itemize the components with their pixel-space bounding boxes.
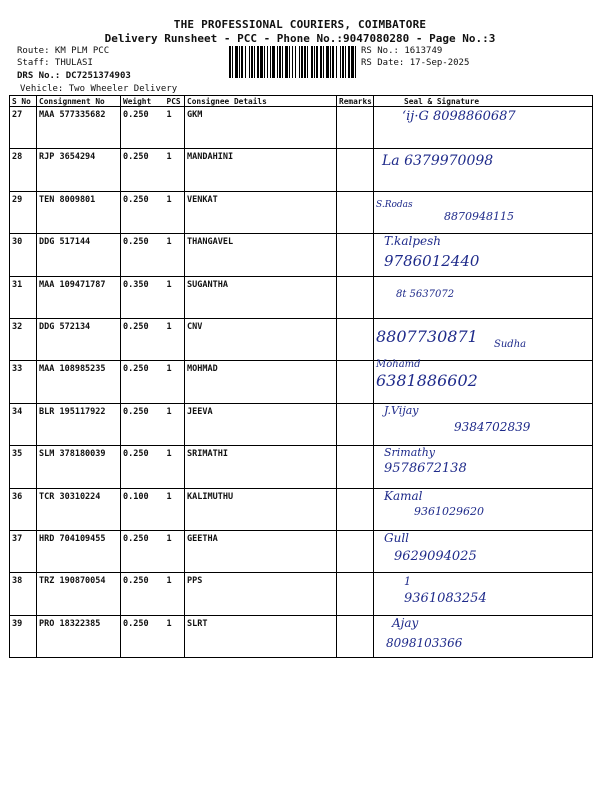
cell-weight: 0.250	[121, 191, 165, 233]
barcode-bar	[345, 46, 346, 78]
cell-consignment: TRZ 190870054	[37, 573, 121, 615]
cell-consignment: DDG 517144	[37, 234, 121, 276]
handwritten-signature: Ajay	[392, 615, 419, 630]
cell-sno: 29	[10, 191, 37, 233]
cell-consignment: MAA 109471787	[37, 276, 121, 318]
col-consignment: Consignment No	[37, 96, 121, 107]
cell-signature	[374, 318, 593, 360]
cell-consignee: SUGANTHA	[185, 276, 337, 318]
staff-label: Staff: THULASI	[17, 58, 93, 68]
cell-signature	[374, 573, 593, 615]
table-header-row	[10, 96, 593, 107]
cell-sno: 37	[10, 530, 37, 572]
company-title: THE PROFESSIONAL COURIERS, COIMBATORE	[173, 18, 427, 31]
barcode-bar	[314, 46, 315, 78]
cell-consignee: CNV	[185, 318, 337, 360]
table-row	[10, 149, 593, 191]
rs-date: RS Date: 17-Sep-2025	[361, 58, 470, 68]
cell-weight: 0.350	[121, 276, 165, 318]
cell-pcs: 1	[165, 361, 185, 403]
table-row	[10, 403, 593, 445]
cell-pcs: 1	[165, 446, 185, 488]
handwritten-signature: 9361029620	[414, 504, 484, 518]
barcode-bar	[260, 46, 263, 78]
cell-remarks	[337, 446, 374, 488]
handwritten-signature: 9786012440	[384, 252, 480, 271]
cell-remarks	[337, 573, 374, 615]
table-row	[10, 488, 593, 530]
barcode-bar	[326, 46, 329, 78]
cell-remarks	[337, 149, 374, 191]
table-row	[10, 615, 593, 657]
cell-weight: 0.250	[121, 149, 165, 191]
cell-pcs: 1	[165, 318, 185, 360]
cell-weight: 0.250	[121, 361, 165, 403]
barcode-bar	[251, 46, 253, 78]
table-row	[10, 361, 593, 403]
barcode-bar	[311, 46, 313, 78]
cell-remarks	[337, 361, 374, 403]
handwritten-signature: J.Vijay	[384, 403, 419, 417]
cell-remarks	[337, 488, 374, 530]
cell-weight: 0.250	[121, 107, 165, 149]
cell-consignment: PRO 18322385	[37, 615, 121, 657]
handwritten-signature: 9361083254	[404, 591, 487, 607]
cell-sno: 30	[10, 234, 37, 276]
handwritten-signature: Kamal	[384, 488, 423, 503]
barcode-bar	[316, 46, 318, 78]
cell-pcs: 1	[165, 149, 185, 191]
barcode-bar	[342, 46, 344, 78]
table-row	[10, 530, 593, 572]
barcode-bar	[292, 46, 293, 78]
cell-sno: 27	[10, 107, 37, 149]
cell-consignee: MANDAHINI	[185, 149, 337, 191]
barcode-bar	[282, 46, 283, 78]
barcode-bar	[239, 46, 240, 78]
col-signature: Seal & Signature	[374, 96, 593, 107]
cell-consignee: SRIMATHI	[185, 446, 337, 488]
handwritten-signature: La 6379970098	[382, 153, 494, 170]
cell-consignment: SLM 378180039	[37, 446, 121, 488]
cell-signature	[374, 488, 593, 530]
cell-weight: 0.250	[121, 530, 165, 572]
cell-sno: 38	[10, 573, 37, 615]
cell-weight: 0.250	[121, 234, 165, 276]
cell-signature	[374, 446, 593, 488]
barcode-bar	[330, 46, 331, 78]
rs-number: RS No.: 1613749	[361, 46, 443, 56]
handwritten-signature: 8807730871	[376, 326, 478, 346]
barcode-bar	[299, 46, 300, 78]
barcode-bar	[264, 46, 265, 78]
cell-signature	[374, 191, 593, 233]
cell-consignee: GKM	[185, 107, 337, 149]
col-pcs: PCS	[165, 96, 185, 107]
col-sno: S No	[10, 96, 37, 107]
cell-sno: 31	[10, 276, 37, 318]
table-row	[10, 276, 593, 318]
barcode-bar	[289, 46, 290, 78]
barcode-bar	[351, 46, 354, 78]
cell-consignment: DDG 572134	[37, 318, 121, 360]
barcode-image	[229, 46, 357, 78]
handwritten-signature: T.kalpesh	[384, 234, 441, 249]
cell-consignment: RJP 3654294	[37, 149, 121, 191]
cell-consignee: THANGAVEL	[185, 234, 337, 276]
barcode-bar	[348, 46, 350, 78]
cell-consignment: BLR 195117922	[37, 403, 121, 445]
cell-consignment: MAA 108985235	[37, 361, 121, 403]
cell-pcs: 1	[165, 276, 185, 318]
cell-remarks	[337, 191, 374, 233]
cell-consignee: SLRT	[185, 615, 337, 657]
cell-signature	[374, 276, 593, 318]
barcode-bar	[277, 46, 278, 78]
barcode-bar	[307, 46, 308, 78]
barcode-bar	[304, 46, 306, 78]
cell-pcs: 1	[165, 107, 185, 149]
cell-consignment: HRD 704109455	[37, 530, 121, 572]
barcode-bar	[241, 46, 243, 78]
drs-label: DRS No.: DC7251374903	[17, 71, 131, 81]
cell-sno: 28	[10, 149, 37, 191]
cell-remarks	[337, 403, 374, 445]
cell-consignee: MOHMAD	[185, 361, 337, 403]
barcode-bar	[332, 46, 334, 78]
barcode-bar	[232, 46, 233, 78]
barcode-bar	[301, 46, 303, 78]
cell-signature	[374, 149, 593, 191]
barcode-bar	[235, 46, 238, 78]
handwritten-signature: ‘ij·G 8098860687	[402, 109, 516, 124]
cell-signature	[374, 234, 593, 276]
route-label: Route: KM PLM PCC	[17, 46, 110, 56]
barcode-bar	[267, 46, 268, 78]
cell-signature	[374, 530, 593, 572]
cell-consignee: VENKAT	[185, 191, 337, 233]
cell-consignment: TEN 8009801	[37, 191, 121, 233]
cell-remarks	[337, 318, 374, 360]
cell-weight: 0.250	[121, 573, 165, 615]
handwritten-signature: 9578672138	[384, 461, 467, 477]
cell-pcs: 1	[165, 615, 185, 657]
handwritten-signature: S.Rodas	[376, 199, 413, 210]
cell-sno: 34	[10, 403, 37, 445]
cell-remarks	[337, 530, 374, 572]
cell-consignee: KALIMUTHU	[185, 488, 337, 530]
barcode-bar	[249, 46, 250, 78]
cell-consignment: TCR 30310224	[37, 488, 121, 530]
cell-remarks	[337, 276, 374, 318]
table-row	[10, 234, 593, 276]
handwritten-signature: Gull	[384, 530, 409, 545]
cell-remarks	[337, 615, 374, 657]
cell-pcs: 1	[165, 530, 185, 572]
cell-sno: 32	[10, 318, 37, 360]
handwritten-signature: 8098103366	[386, 635, 463, 650]
cell-pcs: 1	[165, 191, 185, 233]
cell-remarks	[337, 107, 374, 149]
barcode-bar	[257, 46, 259, 78]
barcode-bar	[229, 46, 231, 78]
cell-weight: 0.250	[121, 318, 165, 360]
barcode-bar	[295, 46, 296, 78]
vehicle-label: Vehicle: Two Wheeler Delivery	[20, 84, 178, 94]
cell-weight: 0.250	[121, 446, 165, 488]
handwritten-signature: Mohamd	[376, 359, 421, 371]
barcode-bar	[340, 46, 341, 78]
cell-weight: 0.250	[121, 615, 165, 657]
cell-signature	[374, 403, 593, 445]
handwritten-signature: 6381886602	[376, 371, 478, 391]
col-consignee: Consignee Details	[185, 96, 337, 107]
handwritten-signature: 8870948115	[444, 209, 514, 223]
handwritten-signature: 8t 5637072	[396, 288, 455, 300]
cell-signature	[374, 615, 593, 657]
barcode-bar	[285, 46, 288, 78]
table-row	[10, 318, 593, 360]
barcode-bar	[320, 46, 322, 78]
barcode-bar	[254, 46, 255, 78]
runsheet-table	[9, 95, 593, 658]
table-row	[10, 446, 593, 488]
handwritten-signature: 1	[404, 575, 411, 589]
cell-sno: 39	[10, 615, 37, 657]
cell-remarks	[337, 234, 374, 276]
cell-pcs: 1	[165, 573, 185, 615]
cell-weight: 0.100	[121, 488, 165, 530]
col-weight: Weight	[121, 96, 165, 107]
cell-pcs: 1	[165, 234, 185, 276]
cell-sno: 35	[10, 446, 37, 488]
handwritten-signature: Sudha	[494, 338, 527, 350]
table-row	[10, 573, 593, 615]
table-row	[10, 191, 593, 233]
barcode-bar	[279, 46, 281, 78]
col-remarks: Remarks	[337, 96, 374, 107]
barcode-bar	[270, 46, 271, 78]
cell-signature	[374, 361, 593, 403]
handwritten-signature: Srimathy	[384, 446, 436, 460]
cell-weight: 0.250	[121, 403, 165, 445]
cell-pcs: 1	[165, 488, 185, 530]
barcode-bar	[355, 46, 356, 78]
barcode-bar	[336, 46, 337, 78]
cell-consignee: GEETHA	[185, 530, 337, 572]
barcode-bar	[323, 46, 324, 78]
runsheet-subtitle: Delivery Runsheet - PCC - Phone No.:9047080280 - Page No.:3	[104, 32, 496, 45]
cell-consignment: MAA 577335682	[37, 107, 121, 149]
cell-consignee: PPS	[185, 573, 337, 615]
handwritten-signature: 9629094025	[394, 548, 477, 564]
barcode-bar	[245, 46, 246, 78]
barcode-bar	[272, 46, 275, 78]
handwritten-signature: 9384702839	[454, 419, 531, 434]
cell-sno: 33	[10, 361, 37, 403]
cell-pcs: 1	[165, 403, 185, 445]
cell-consignee: JEEVA	[185, 403, 337, 445]
table-row	[10, 107, 593, 149]
cell-sno: 36	[10, 488, 37, 530]
cell-signature	[374, 107, 593, 149]
